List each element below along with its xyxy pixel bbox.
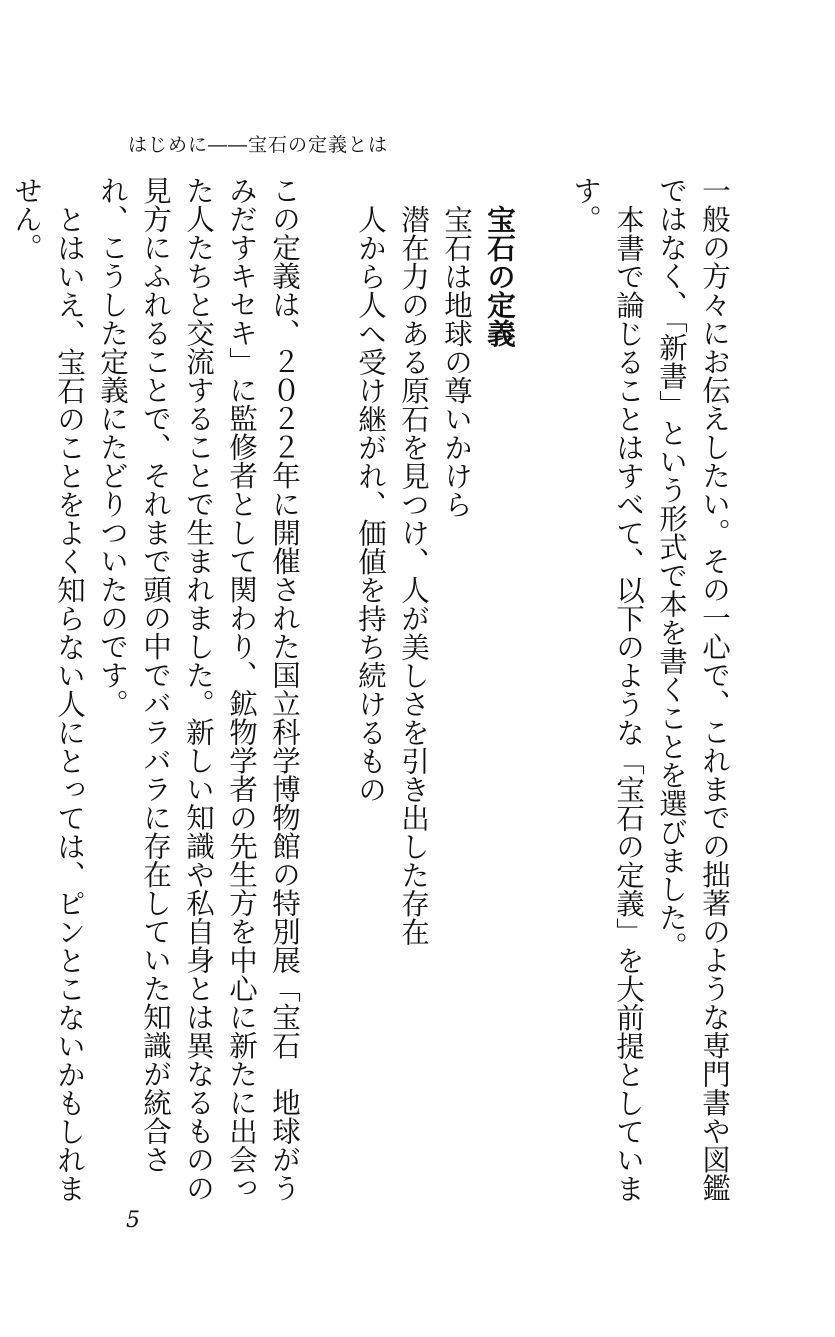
blank-line — [306, 176, 349, 1206]
paragraph: とはいえ、宝石のことをよく知らない人にとっては、ピンとこないかもしれません。 — [10, 176, 86, 1202]
section-heading: 宝石の定義 — [483, 204, 516, 347]
definition-line: 人から人へ受け継がれ、価値を持ち続けるもの — [354, 204, 387, 803]
body-text — [10, 176, 736, 1206]
page-number: 5 — [126, 1208, 140, 1233]
running-head: はじめに――宝石の定義とは — [128, 134, 389, 156]
paragraph: 一般の方々にお伝えしたい。その一心で、これまでの拙著のような専門書や図鑑ではなく、「新書」という形式で本を書くことを選びました。 — [655, 176, 731, 1202]
paragraph: この定義は、２０２２年に開催された国立科学博物館の特別展「宝石 地球がうみだすキセキ」に監修者として関わり、鉱物学者の先生方を中心に新たに出会った人たちと交流することで生まれました。新しい知識や私自身とは異なるものの見方にふれることで、それまで頭の中でバラバラに存在していた知識が統合され、こうした定義にたどりついたのです。 — [96, 176, 301, 1202]
definition-line: 宝石は地球の尊いかけら — [440, 204, 473, 518]
definition-line: 潜在力のある原石を見つけ、人が美しさを引き出した存在 — [397, 204, 430, 946]
blank-line — [521, 176, 564, 1206]
paragraph: 本書で論じることはすべて、以下のような「宝石の定義」を大前提としています。 — [569, 176, 645, 1202]
